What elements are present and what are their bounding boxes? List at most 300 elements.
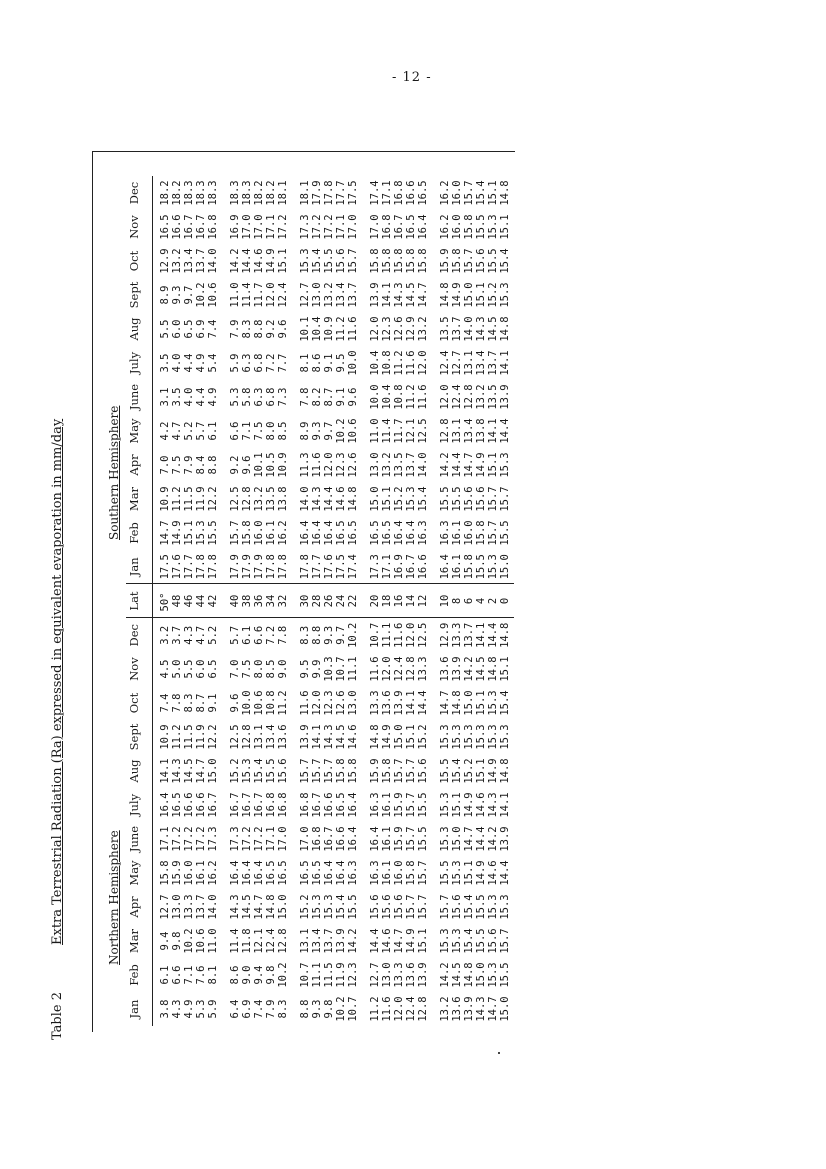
north-value-cell: 6.6 [253, 625, 265, 645]
north-value-cell: 9.6 [229, 693, 241, 713]
north-value-cell: 14.7 [463, 826, 475, 852]
south-value-cell: 16.2 [439, 214, 451, 240]
south-value-cell: 16.8 [393, 180, 405, 206]
north-value-cell: 15.7 [323, 758, 335, 784]
north-value-cell: 11.9 [335, 962, 347, 988]
north-value-cell: 15.3 [499, 724, 511, 750]
south-value-cell: 6.5 [183, 319, 195, 339]
north-value-cell: 16.3 [347, 860, 359, 886]
south-value-cell: 10.4 [311, 316, 323, 342]
south-value-cell: 16.8 [381, 214, 393, 240]
north-value-cell: 13.9 [299, 724, 311, 750]
latitude-cell: 8 [451, 584, 463, 618]
south-value-cell: 7.5 [253, 421, 265, 441]
south-value-cell: 7.3 [277, 387, 289, 407]
south-value-cell: 11.7 [253, 282, 265, 308]
north-value-cell: 10.2 [277, 962, 289, 988]
table-row [265, 176, 277, 1026]
north-value-cell: 17.1 [265, 826, 277, 852]
north-value-cell: 15.5 [439, 758, 451, 784]
latitude-cell: 22 [347, 584, 359, 618]
south-value-cell: 14.4 [241, 248, 253, 274]
south-value-cell: 15.5 [475, 554, 487, 580]
south-value-cell: 9.7 [323, 421, 335, 441]
south-value-cell: 6.8 [253, 353, 265, 373]
south-value-cell: 15.6 [475, 248, 487, 274]
south-value-cell: 14.0 [417, 452, 429, 478]
south-value-cell: 8.9 [299, 421, 311, 441]
north-value-cell: 13.0 [381, 962, 393, 988]
south-value-cell: 9.6 [241, 455, 253, 475]
south-value-cell: 15.8 [381, 248, 393, 274]
north-value-cell: 17.3 [207, 826, 219, 852]
north-value-cell: 15.8 [405, 860, 417, 886]
south-value-cell: 13.0 [311, 282, 323, 308]
north-value-cell: 16.4 [229, 860, 241, 886]
north-value-cell: 14.6 [381, 928, 393, 954]
north-col-header: May [126, 856, 153, 890]
south-value-cell: 16.6 [405, 180, 417, 206]
north-value-cell: 15.1 [417, 928, 429, 954]
south-value-cell: 16.7 [405, 554, 417, 580]
north-value-cell: 16.7 [323, 826, 335, 852]
south-value-cell: 15.8 [475, 520, 487, 546]
south-value-cell: 17.0 [347, 214, 359, 240]
south-value-cell: 17.1 [381, 554, 393, 580]
north-value-cell: 11.2 [171, 724, 183, 750]
group-spacer [429, 176, 439, 1026]
north-value-cell: 15.0 [207, 758, 219, 784]
south-value-cell: 3.5 [159, 353, 171, 373]
south-value-cell: 10.4 [381, 384, 393, 410]
north-value-cell: 9.8 [323, 999, 335, 1019]
north-value-cell: 13.6 [451, 996, 463, 1022]
north-value-cell: 13.3 [451, 622, 463, 648]
south-value-cell: 6.3 [253, 387, 265, 407]
south-value-cell: 17.4 [369, 180, 381, 206]
south-value-cell: 16.4 [311, 520, 323, 546]
south-value-cell: 14.2 [229, 248, 241, 274]
north-value-cell: 11.8 [241, 928, 253, 954]
north-value-cell: 14.4 [475, 826, 487, 852]
north-value-cell: 15.5 [265, 758, 277, 784]
south-value-cell: 15.7 [463, 180, 475, 206]
north-value-cell: 16.3 [369, 792, 381, 818]
north-value-cell: 13.7 [323, 928, 335, 954]
table-row [153, 176, 172, 1026]
table-row [475, 176, 487, 1026]
north-value-cell: 15.7 [311, 758, 323, 784]
south-value-cell: 15.8 [417, 248, 429, 274]
north-value-cell: 17.2 [253, 826, 265, 852]
south-value-cell: 15.7 [487, 520, 499, 546]
south-value-cell: 16.1 [451, 520, 463, 546]
latitude-cell: 50° [153, 584, 172, 618]
north-value-cell: 15.6 [487, 928, 499, 954]
north-col-header: Nov [126, 652, 153, 686]
south-value-cell: 15.3 [195, 520, 207, 546]
south-value-cell: 13.8 [277, 486, 289, 512]
north-value-cell: 6.1 [159, 965, 171, 985]
north-value-cell: 16.7 [229, 792, 241, 818]
south-value-cell: 14.1 [499, 350, 511, 376]
north-value-cell: 14.4 [499, 860, 511, 886]
south-value-cell: 11.7 [393, 418, 405, 444]
south-value-cell: 15.9 [439, 248, 451, 274]
south-value-cell: 15.8 [405, 248, 417, 274]
north-value-cell: 3.8 [159, 999, 171, 1019]
south-col-header: May [126, 414, 153, 448]
north-value-cell: 13.1 [253, 724, 265, 750]
north-value-cell: 14.9 [381, 724, 393, 750]
north-value-cell: 8.3 [299, 625, 311, 645]
north-value-cell: 14.7 [439, 690, 451, 716]
south-value-cell: 17.8 [195, 554, 207, 580]
north-value-cell: 13.9 [451, 656, 463, 682]
north-value-cell: 8.8 [299, 999, 311, 1019]
south-value-cell: 8.4 [195, 455, 207, 475]
south-value-cell: 13.7 [195, 248, 207, 274]
south-value-cell: 4.4 [183, 353, 195, 373]
north-value-cell: 14.6 [347, 724, 359, 750]
south-value-cell: 5.4 [207, 353, 219, 373]
north-value-cell: 14.3 [475, 996, 487, 1022]
south-value-cell: 15.8 [393, 248, 405, 274]
south-value-cell: 18.2 [171, 180, 183, 206]
south-col-header: Nov [126, 210, 153, 244]
south-value-cell: 12.0 [369, 316, 381, 342]
north-value-cell: 15.1 [475, 758, 487, 784]
north-value-cell: 16.8 [299, 792, 311, 818]
north-value-cell: 15.1 [451, 792, 463, 818]
south-value-cell: 15.3 [299, 248, 311, 274]
north-value-cell: 16.7 [207, 792, 219, 818]
north-value-cell: 14.2 [487, 826, 499, 852]
north-value-cell: 13.7 [195, 894, 207, 920]
north-value-cell: 9.8 [171, 931, 183, 951]
south-value-cell: 14.0 [299, 486, 311, 512]
north-value-cell: 8.7 [195, 693, 207, 713]
south-value-cell: 10.1 [299, 316, 311, 342]
north-value-cell: 15.4 [451, 758, 463, 784]
table-row [323, 176, 335, 1026]
rotated-table-page [50, 120, 520, 1040]
latitude-cell: 42 [207, 584, 219, 618]
south-value-cell: 18.1 [277, 180, 289, 206]
south-value-cell: 16.5 [159, 214, 171, 240]
north-value-cell: 16.4 [347, 792, 359, 818]
north-value-cell: 7.8 [171, 693, 183, 713]
north-value-cell: 14.7 [195, 758, 207, 784]
north-value-cell: 4.9 [183, 999, 195, 1019]
north-value-cell: 13.4 [265, 724, 277, 750]
south-value-cell: 14.6 [335, 486, 347, 512]
south-value-cell: 5.8 [241, 387, 253, 407]
north-value-cell: 17.0 [277, 826, 289, 852]
north-value-cell: 11.9 [195, 724, 207, 750]
south-value-cell: 14.4 [323, 486, 335, 512]
south-value-cell: 17.5 [159, 554, 171, 580]
south-value-cell: 13.7 [487, 350, 499, 376]
south-value-cell: 10.1 [253, 452, 265, 478]
south-value-cell: 12.8 [439, 418, 451, 444]
south-value-cell: 16.5 [335, 520, 347, 546]
south-value-cell: 8.8 [253, 319, 265, 339]
north-value-cell: 15.5 [417, 792, 429, 818]
south-value-cell: 12.0 [439, 384, 451, 410]
table-row [253, 176, 265, 1026]
latitude-cell: 0 [499, 584, 514, 618]
south-value-cell: 7.5 [171, 455, 183, 475]
south-value-cell: 9.2 [229, 455, 241, 475]
north-value-cell: 14.7 [253, 894, 265, 920]
north-value-cell: 14.8 [499, 622, 511, 648]
south-col-header: June [126, 380, 153, 414]
north-value-cell: 12.0 [405, 622, 417, 648]
south-value-cell: 12.5 [417, 418, 429, 444]
north-value-cell: 9.4 [159, 931, 171, 951]
south-value-cell: 13.0 [369, 452, 381, 478]
north-value-cell: 15.0 [499, 996, 511, 1022]
south-value-cell: 15.5 [499, 520, 511, 546]
south-value-cell: 12.7 [451, 350, 463, 376]
north-value-cell: 14.4 [487, 622, 499, 648]
north-value-cell: 13.2 [439, 996, 451, 1022]
north-value-cell: 16.4 [347, 826, 359, 852]
north-value-cell: 16.4 [241, 860, 253, 886]
south-value-cell: 14.0 [463, 316, 475, 342]
south-value-cell: 17.8 [299, 554, 311, 580]
north-value-cell: 13.9 [463, 996, 475, 1022]
south-value-cell: 11.2 [405, 384, 417, 410]
south-value-cell: 12.4 [439, 350, 451, 376]
latitude-cell: 44 [195, 584, 207, 618]
south-value-cell: 18.3 [207, 180, 219, 206]
north-value-cell: 16.1 [381, 860, 393, 886]
south-value-cell: 15.7 [347, 248, 359, 274]
north-value-cell: 4.7 [195, 625, 207, 645]
north-value-cell: 10.6 [195, 928, 207, 954]
south-value-cell: 14.7 [417, 282, 429, 308]
south-value-cell: 15.2 [393, 486, 405, 512]
south-value-cell: 15.6 [475, 486, 487, 512]
south-value-cell: 17.9 [311, 180, 323, 206]
south-value-cell: 8.1 [299, 353, 311, 373]
south-value-cell: 10.0 [347, 350, 359, 376]
south-value-cell: 8.9 [159, 285, 171, 305]
south-value-cell: 15.6 [335, 248, 347, 274]
north-value-cell: 15.3 [241, 758, 253, 784]
latitude-cell: 38 [241, 584, 253, 618]
north-value-cell: 7.2 [265, 625, 277, 645]
north-value-cell: 3.7 [171, 625, 183, 645]
north-value-cell: 10.7 [299, 962, 311, 988]
south-value-cell: 14.0 [207, 248, 219, 274]
south-value-cell: 11.9 [195, 486, 207, 512]
south-value-cell: 17.5 [335, 554, 347, 580]
footer-mark [498, 1052, 500, 1054]
south-value-cell: 18.2 [265, 180, 277, 206]
north-value-cell: 11.2 [369, 996, 381, 1022]
south-value-cell: 10.4 [369, 350, 381, 376]
south-value-cell: 10.9 [277, 452, 289, 478]
north-value-cell: 4.3 [171, 999, 183, 1019]
south-value-cell: 17.6 [323, 554, 335, 580]
south-value-cell: 5.3 [229, 387, 241, 407]
south-value-cell: 12.4 [451, 384, 463, 410]
south-value-cell: 8.6 [311, 353, 323, 373]
south-value-cell: 12.6 [347, 452, 359, 478]
north-col-header: Feb [126, 958, 153, 992]
south-value-cell: 15.7 [499, 486, 511, 512]
north-value-cell: 14.9 [475, 860, 487, 886]
north-value-cell: 17.2 [241, 826, 253, 852]
north-value-cell: 8.8 [311, 625, 323, 645]
north-value-cell: 15.5 [499, 962, 511, 988]
south-value-cell: 15.3 [487, 214, 499, 240]
north-value-cell: 11.1 [381, 622, 393, 648]
south-value-cell: 4.7 [171, 421, 183, 441]
north-value-cell: 7.9 [265, 999, 277, 1019]
south-value-cell: 15.1 [475, 282, 487, 308]
south-value-cell: 16.4 [417, 214, 429, 240]
north-value-cell: 14.9 [463, 792, 475, 818]
south-value-cell: 15.1 [487, 180, 499, 206]
north-value-cell: 8.5 [265, 659, 277, 679]
north-value-cell: 3.2 [159, 625, 171, 645]
south-value-cell: 11.0 [369, 418, 381, 444]
south-value-cell: 5.5 [159, 319, 171, 339]
north-value-cell: 7.4 [253, 999, 265, 1019]
north-col-header: Oct [126, 686, 153, 720]
south-value-cell: 10.6 [207, 282, 219, 308]
north-col-header: Dec [126, 618, 153, 652]
south-value-cell: 18.3 [183, 180, 195, 206]
north-value-cell: 15.4 [463, 928, 475, 954]
north-value-cell: 13.6 [381, 690, 393, 716]
north-value-cell: 15.7 [417, 860, 429, 886]
latitude-cell: 40 [229, 584, 241, 618]
north-value-cell: 17.2 [195, 826, 207, 852]
north-value-cell: 15.1 [405, 724, 417, 750]
south-value-cell: 15.8 [463, 554, 475, 580]
table-row [299, 176, 311, 1026]
table-row [171, 176, 183, 1026]
north-value-cell: 9.1 [207, 693, 219, 713]
north-value-cell: 14.8 [265, 894, 277, 920]
north-value-cell: 16.5 [277, 860, 289, 886]
south-col-header: Oct [126, 244, 153, 278]
north-value-cell: 11.5 [323, 962, 335, 988]
south-value-cell: 17.3 [369, 554, 381, 580]
north-value-cell: 15.5 [475, 928, 487, 954]
north-value-cell: 14.1 [159, 758, 171, 784]
table-row [451, 176, 463, 1026]
south-value-cell: 11.6 [311, 452, 323, 478]
north-value-cell: 8.6 [229, 965, 241, 985]
table-caption [50, 419, 65, 1040]
south-value-cell: 17.2 [323, 214, 335, 240]
north-value-cell: 15.7 [417, 894, 429, 920]
south-value-cell: 16.3 [439, 520, 451, 546]
north-value-cell: 12.3 [347, 962, 359, 988]
north-value-cell: 16.2 [207, 860, 219, 886]
north-value-cell: 15.3 [475, 724, 487, 750]
south-value-cell: 12.8 [241, 486, 253, 512]
table-number: Table 2 [50, 992, 65, 1040]
north-value-cell: 6.4 [229, 999, 241, 1019]
south-value-cell: 17.4 [347, 554, 359, 580]
south-value-cell: 4.0 [171, 353, 183, 373]
south-value-cell: 6.0 [171, 319, 183, 339]
south-value-cell: 13.1 [451, 418, 463, 444]
north-value-cell: 11.6 [381, 996, 393, 1022]
south-value-cell: 13.4 [463, 418, 475, 444]
south-value-cell: 13.4 [335, 282, 347, 308]
north-value-cell: 15.7 [405, 826, 417, 852]
latitude-cell: 32 [277, 584, 289, 618]
north-value-cell: 14.2 [347, 928, 359, 954]
north-value-cell: 15.4 [499, 690, 511, 716]
north-value-cell: 15.7 [439, 894, 451, 920]
north-value-cell: 12.4 [393, 656, 405, 682]
north-value-cell: 17.2 [183, 826, 195, 852]
north-value-cell: 10.8 [265, 690, 277, 716]
north-value-cell: 12.1 [253, 928, 265, 954]
north-value-cell: 15.3 [487, 962, 499, 988]
south-value-cell: 11.2 [171, 486, 183, 512]
south-value-cell: 18.3 [229, 180, 241, 206]
table-row [277, 176, 289, 1026]
south-value-cell: 15.4 [475, 180, 487, 206]
page-number: - 12 - [392, 70, 432, 85]
north-value-cell: 11.1 [311, 962, 323, 988]
north-value-cell: 16.8 [311, 826, 323, 852]
table-row [207, 176, 219, 1026]
north-value-cell: 7.4 [159, 693, 171, 713]
north-value-cell: 15.3 [439, 928, 451, 954]
south-value-cell: 14.5 [405, 282, 417, 308]
north-value-cell: 10.0 [241, 690, 253, 716]
north-col-header: Apr [126, 890, 153, 924]
south-value-cell: 17.1 [335, 214, 347, 240]
south-value-cell: 6.8 [265, 387, 277, 407]
south-value-cell: 13.1 [463, 350, 475, 376]
south-value-cell: 7.8 [299, 387, 311, 407]
south-value-cell: 6.3 [241, 353, 253, 373]
north-value-cell: 14.6 [475, 792, 487, 818]
south-value-cell: 9.3 [171, 285, 183, 305]
north-value-cell: 9.9 [311, 659, 323, 679]
south-value-cell: 7.4 [207, 319, 219, 339]
south-value-cell: 16.0 [451, 180, 463, 206]
north-value-cell: 15.5 [347, 894, 359, 920]
south-value-cell: 12.4 [277, 282, 289, 308]
south-value-cell: 17.1 [265, 214, 277, 240]
south-value-cell: 11.2 [335, 316, 347, 342]
table-row [463, 176, 475, 1026]
table-row [347, 176, 359, 1026]
south-value-cell: 18.2 [159, 180, 171, 206]
north-value-cell: 15.9 [369, 758, 381, 784]
south-value-cell: 13.4 [475, 350, 487, 376]
north-value-cell: 14.0 [207, 894, 219, 920]
table-row [487, 176, 499, 1026]
north-col-header: Mar [126, 924, 153, 958]
north-value-cell: 15.3 [451, 928, 463, 954]
south-value-cell: 16.4 [405, 520, 417, 546]
south-value-cell: 14.1 [487, 418, 499, 444]
